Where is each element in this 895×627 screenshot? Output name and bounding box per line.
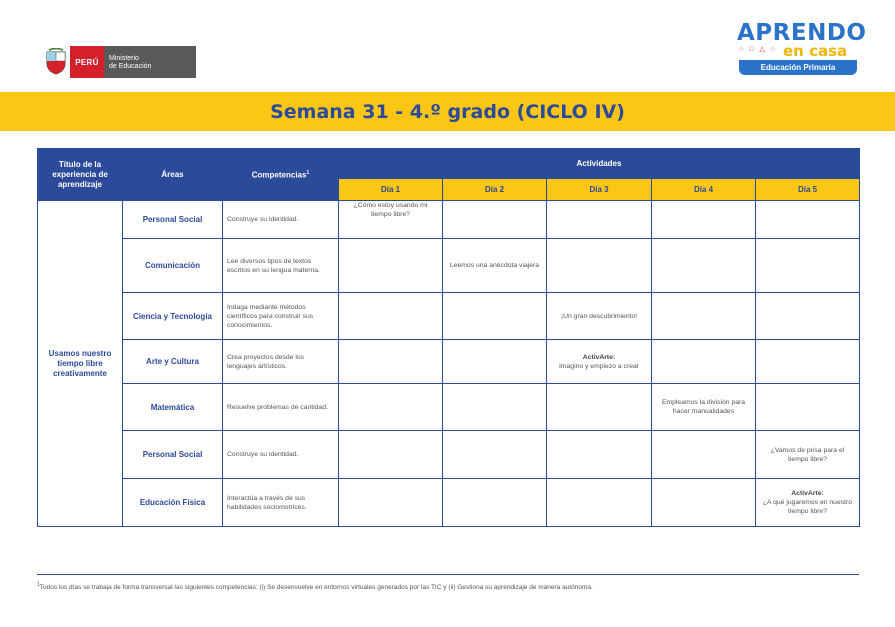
area-cell: Personal Social	[123, 201, 223, 239]
activity-cell	[652, 479, 756, 527]
activity-cell	[443, 201, 547, 239]
activity-cell	[443, 384, 547, 431]
decorative-dots-icon: ○ □ △ ○	[739, 46, 777, 53]
area-cell: Personal Social	[123, 431, 223, 479]
ministerio-label: Ministerio de Educación	[104, 46, 196, 78]
minedu-logo	[42, 46, 196, 78]
activity-cell	[547, 239, 652, 293]
competencia-cell: Lee diversos tipos de textos escritos en su lengua materna.	[223, 239, 339, 293]
table-row	[38, 239, 860, 293]
competencia-cell: Crea proyectos desde los lenguajes artísticos.	[223, 340, 339, 384]
activity-cell: ¿Cómo estoy usando mi tiempo libre?	[339, 201, 443, 239]
area-cell: Educación Física	[123, 479, 223, 527]
header-titulo: Título de la experiencia de aprendizaje	[38, 149, 123, 201]
activity-heading: ActivArte:	[791, 490, 824, 497]
en-casa-label: en casa	[783, 42, 848, 60]
activity-cell	[756, 384, 860, 431]
activity-cell	[652, 431, 756, 479]
week-title: Semana 31 - 4.º grado (CICLO IV)	[270, 100, 625, 123]
activity-cell	[339, 431, 443, 479]
activity-cell	[443, 293, 547, 340]
header-day-2: Día 2	[443, 179, 547, 201]
header-day-4: Día 4	[652, 179, 756, 201]
activity-cell: ¡Un gran descubrimiento!	[547, 293, 652, 340]
activity-cell	[547, 384, 652, 431]
activity-cell	[547, 201, 652, 239]
area-cell: Matemática	[123, 384, 223, 431]
schedule-table	[37, 148, 860, 527]
activity-cell	[443, 340, 547, 384]
activity-cell	[756, 201, 860, 239]
activity-cell	[756, 340, 860, 384]
activity-cell	[652, 201, 756, 239]
activity-cell	[547, 479, 652, 527]
area-cell: Ciencia y Tecnología	[123, 293, 223, 340]
competencia-cell: Interactúa a través de sus habilidades sociomotrices.	[223, 479, 339, 527]
activity-cell: ActivArte: ¿A qué jugaremos en nuestro tiempo libre?	[756, 479, 860, 527]
education-level-badge: Educación Primaria	[739, 60, 857, 75]
activity-cell	[339, 293, 443, 340]
footnote: $^1$Todos los días se trabaja de forma transversal las siguientes competencias: (i) Se desenvuelve en entornos virtuales generados por las TIC y (ii) Gestiona su aprendizaje de manera autónoma.	[37, 582, 593, 592]
activity-cell	[339, 479, 443, 527]
header-actividades: Actividades	[339, 149, 860, 179]
activity-cell: ActivArte: Imagino y empiezo a crear	[547, 340, 652, 384]
peru-label: PERÚ	[70, 46, 104, 78]
activity-cell	[339, 340, 443, 384]
table-row	[38, 201, 860, 239]
experience-title: Usamos nuestro tiempo libre creativamente	[38, 201, 123, 527]
area-cell: Comunicación	[123, 239, 223, 293]
activity-cell	[652, 340, 756, 384]
table-row	[38, 384, 860, 431]
competencia-cell: Resuelve problemas de cantidad.	[223, 384, 339, 431]
activity-heading: ActivArte:	[582, 353, 616, 361]
competencia-cell: Indaga mediante métodos científicos para construir sus conocimientos.	[223, 293, 339, 340]
activity-cell	[339, 239, 443, 293]
competencia-cell: Construye su identidad.	[223, 201, 339, 239]
table-row	[38, 431, 860, 479]
activity-cell	[652, 239, 756, 293]
activity-cell	[339, 384, 443, 431]
area-cell: Arte y Cultura	[123, 340, 223, 384]
activity-cell	[652, 293, 756, 340]
table-row	[38, 340, 860, 384]
activity-cell	[443, 431, 547, 479]
header-competencias: Competencias$^1$	[223, 149, 339, 201]
footnote-divider	[37, 574, 859, 575]
aprendo-title: APRENDO	[737, 20, 867, 46]
competencia-cell: Construye su identidad.	[223, 431, 339, 479]
header-day-1: Día 1	[339, 179, 443, 201]
activity-cell: Empleamos la división para hacer manualidades	[652, 384, 756, 431]
activity-cell	[756, 293, 860, 340]
header-areas: Áreas	[123, 149, 223, 201]
activity-cell: Leemos una anécdota viajera	[443, 239, 547, 293]
activity-cell	[443, 479, 547, 527]
activity-cell	[756, 239, 860, 293]
table-row	[38, 293, 860, 340]
coat-of-arms-icon	[42, 46, 70, 78]
aprendo-en-casa-logo	[733, 20, 867, 78]
header-day-5: Día 5	[756, 179, 860, 201]
week-banner	[0, 92, 895, 131]
activity-cell	[547, 431, 652, 479]
activity-cell: ¿Vamos de prisa para el tiempo libre?	[756, 431, 860, 479]
table-row	[38, 479, 860, 527]
header-day-3: Día 3	[547, 179, 652, 201]
